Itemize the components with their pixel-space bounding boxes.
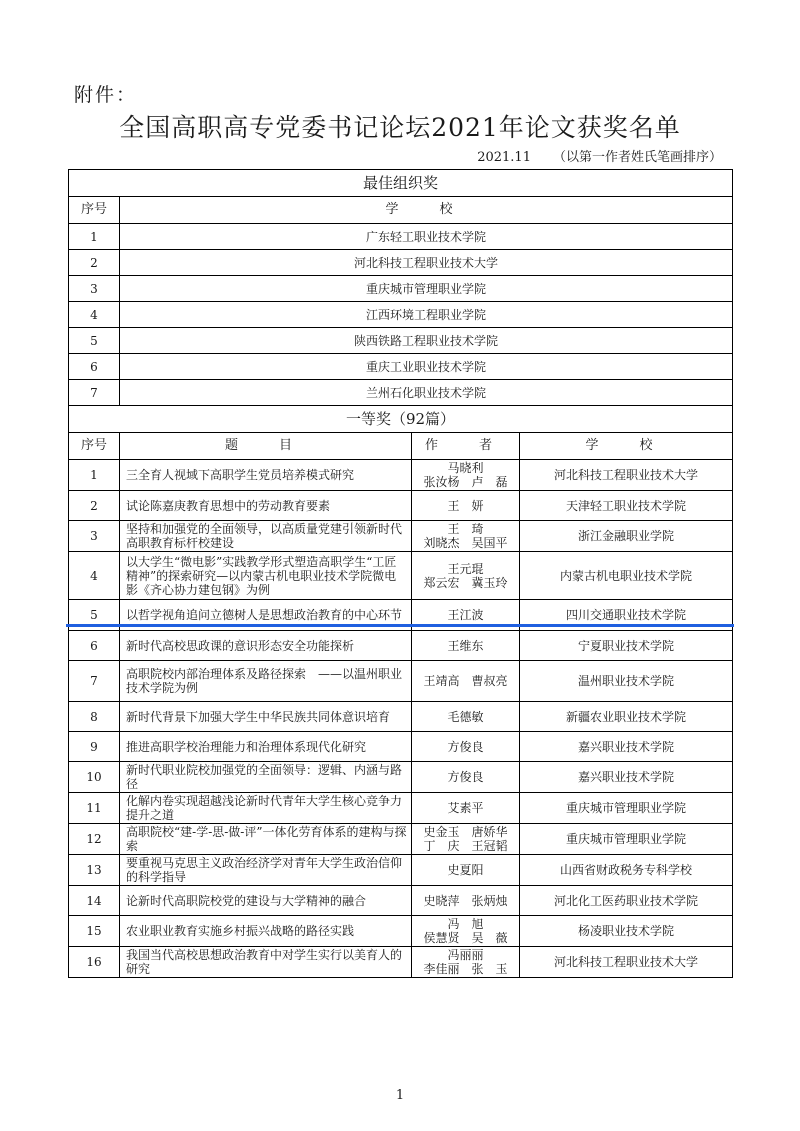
- author-line: 王江波: [447, 608, 484, 622]
- row-no: 6: [69, 354, 120, 380]
- table-row: [69, 916, 733, 947]
- best-org-row: [69, 302, 733, 328]
- row-school: 重庆城市管理职业学院: [120, 276, 733, 302]
- row-no: 11: [69, 793, 120, 824]
- row-school: 温州职业技术学院: [520, 661, 733, 702]
- author-line: 丁 庆 王冠韬: [423, 839, 508, 853]
- table-row: [69, 631, 733, 661]
- document-title: 全国高职高专党委书记论坛2021年论文获奖名单: [119, 113, 681, 142]
- row-topic: 我国当代高校思想政治教育中对学生实行以美育人的研究: [120, 947, 412, 978]
- row-no: 10: [69, 762, 120, 793]
- row-school: 嘉兴职业技术学院: [520, 762, 733, 793]
- row-author: [412, 521, 520, 552]
- table-row: [69, 793, 733, 824]
- first-prize-column-header: [69, 433, 733, 460]
- row-author: [412, 732, 520, 762]
- table-row: [69, 732, 733, 762]
- author-line: 王元琨: [447, 561, 484, 576]
- table-row: [69, 521, 733, 552]
- author-line: 马晓利: [447, 461, 484, 475]
- table-row: [69, 460, 733, 491]
- row-no: 4: [69, 552, 120, 600]
- author-line: 侯慧贤 吴 薇: [423, 931, 508, 945]
- author-line: 郑云宏 冀玉玲: [423, 575, 508, 590]
- row-no: 2: [69, 250, 120, 276]
- row-school: 天津轻工职业技术学院: [520, 491, 733, 521]
- row-topic: 试论陈嘉庚教育思想中的劳动教育要素: [120, 491, 412, 521]
- sort-note: （以第一作者姓氏笔画排序）: [552, 150, 722, 165]
- author-line: 冯 旭: [447, 917, 484, 931]
- author-line: 刘晓杰 吴国平: [423, 536, 508, 550]
- best-org-column-header: [69, 197, 733, 224]
- row-school: 河北科技工程职业技术大学: [120, 250, 733, 276]
- col-author: 作 者: [412, 433, 520, 460]
- row-no: 4: [69, 302, 120, 328]
- row-author: [412, 886, 520, 916]
- row-no: 12: [69, 824, 120, 855]
- row-no: 5: [69, 328, 120, 354]
- author-line: 方俊良: [447, 770, 484, 784]
- row-no: 8: [69, 702, 120, 732]
- row-no: 9: [69, 732, 120, 762]
- row-author: [412, 793, 520, 824]
- author-line: 王 妍: [447, 498, 484, 513]
- row-author: [412, 552, 520, 600]
- row-no: 13: [69, 855, 120, 886]
- award-table: [68, 169, 733, 978]
- row-topic: 三全育人视域下高职学生党员培养模式研究: [120, 460, 412, 491]
- selection-line: [66, 624, 734, 627]
- table-row: [69, 824, 733, 855]
- row-school: 重庆城市管理职业学院: [520, 793, 733, 824]
- row-topic: 以哲学视角追问立德树人是思想政治教育的中心环节: [120, 600, 412, 631]
- row-author: [412, 702, 520, 732]
- author-line: 方俊良: [447, 739, 484, 754]
- row-topic: 新时代背景下加强大学生中华民族共同体意识培育: [120, 702, 412, 732]
- best-org-row: [69, 380, 733, 406]
- attachment-label: 附件：: [74, 84, 138, 106]
- author-line: 史晓萍 张炳烛: [423, 893, 508, 908]
- row-no: 2: [69, 491, 120, 521]
- best-org-row: [69, 276, 733, 302]
- table-row: [69, 661, 733, 702]
- table-row: [69, 947, 733, 978]
- row-no: 14: [69, 886, 120, 916]
- row-author: [412, 631, 520, 661]
- best-org-row: [69, 250, 733, 276]
- row-author: [412, 824, 520, 855]
- row-no: 5: [69, 600, 120, 631]
- author-line: 王 琦: [447, 522, 484, 536]
- row-school: 山西省财政税务专科学校: [520, 855, 733, 886]
- row-topic: 要重视马克思主义政治经济学对青年大学生政治信仰的科学指导: [120, 855, 412, 886]
- row-school: 四川交通职业技术学院: [520, 600, 733, 631]
- table-row: [69, 491, 733, 521]
- row-school: 兰州石化职业技术学院: [120, 380, 733, 406]
- row-author: [412, 460, 520, 491]
- author-line: 史夏阳: [447, 863, 484, 877]
- row-author: [412, 947, 520, 978]
- author-line: 张汝杨 卢 磊: [423, 475, 508, 489]
- row-school: 新疆农业职业技术学院: [520, 702, 733, 732]
- author-line: 冯丽丽: [447, 948, 484, 962]
- row-no: 7: [69, 380, 120, 406]
- table-row: [69, 762, 733, 793]
- author-line: 毛德敏: [447, 709, 484, 724]
- date-line: [477, 146, 722, 165]
- first-prize-title: 一等奖（92篇）: [69, 406, 733, 433]
- table-row: [69, 855, 733, 886]
- row-school: 河北科技工程职业技术大学: [520, 947, 733, 978]
- row-school: 宁夏职业技术学院: [520, 631, 733, 661]
- row-school: 江西环境工程职业学院: [120, 302, 733, 328]
- row-no: 15: [69, 916, 120, 947]
- best-org-section-header: [69, 170, 733, 197]
- best-org-row: [69, 224, 733, 250]
- row-school: 广东轻工职业技术学院: [120, 224, 733, 250]
- row-author: [412, 491, 520, 521]
- col-no: 序号: [69, 433, 120, 460]
- col-topic: 题 目: [120, 433, 412, 460]
- row-no: 1: [69, 224, 120, 250]
- row-no: 16: [69, 947, 120, 978]
- row-no: 3: [69, 276, 120, 302]
- row-author: [412, 661, 520, 702]
- row-topic: 推进高职学校治理能力和治理体系现代化研究: [120, 732, 412, 762]
- row-school: 重庆工业职业技术学院: [120, 354, 733, 380]
- page-number: 1: [395, 1088, 405, 1103]
- row-school: 浙江金融职业学院: [520, 521, 733, 552]
- row-topic: 高职院校“建-学-思-做-评”一体化劳育体系的建构与探索: [120, 824, 412, 855]
- row-author: [412, 916, 520, 947]
- best-org-row: [69, 328, 733, 354]
- row-topic: 高职院校内部治理体系及路径探索 ——以温州职业技术学院为例: [120, 661, 412, 702]
- col-school: 学 校: [520, 433, 733, 460]
- table-row: [69, 702, 733, 732]
- author-line: 史金玉 唐娇华: [423, 825, 508, 839]
- author-line: 艾素平: [447, 801, 484, 815]
- row-no: 3: [69, 521, 120, 552]
- author-line: 王维东: [447, 638, 484, 653]
- col-no: 序号: [69, 197, 120, 224]
- row-topic: 化解内卷实现超越浅论新时代青年大学生核心竞争力提升之道: [120, 793, 412, 824]
- table-row: [69, 886, 733, 916]
- table-row: [69, 552, 733, 600]
- row-school: 嘉兴职业技术学院: [520, 732, 733, 762]
- row-topic: 论新时代高职院校党的建设与大学精神的融合: [120, 886, 412, 916]
- row-topic: 以大学生“微电影”实践教学形式塑造高职学生“工匠精神”的探索研究—以内蒙古机电职业技术学院微电影《齐心协力建包钢》为例: [120, 552, 412, 600]
- col-school: 学 校: [120, 197, 733, 224]
- date: 2021.11: [477, 150, 531, 165]
- row-school: 杨凌职业技术学院: [520, 916, 733, 947]
- row-no: 6: [69, 631, 120, 661]
- first-prize-section-header: [69, 406, 733, 433]
- best-org-row: [69, 354, 733, 380]
- author-line: 李佳丽 张 玉: [423, 962, 508, 976]
- row-topic: 农业职业教育实施乡村振兴战略的路径实践: [120, 916, 412, 947]
- row-author: [412, 762, 520, 793]
- row-school: 重庆城市管理职业学院: [520, 824, 733, 855]
- row-topic: 新时代职业院校加强党的全面领导：逻辑、内涵与路径: [120, 762, 412, 793]
- row-topic: 新时代高校思政课的意识形态安全功能探析: [120, 631, 412, 661]
- row-no: 1: [69, 460, 120, 491]
- row-school: 河北科技工程职业技术大学: [520, 460, 733, 491]
- row-author: [412, 855, 520, 886]
- author-line: 王靖高 曹叔亮: [423, 674, 508, 688]
- row-school: 河北化工医药职业技术学院: [520, 886, 733, 916]
- best-org-title: 最佳组织奖: [69, 170, 733, 197]
- row-school: 内蒙古机电职业技术学院: [520, 552, 733, 600]
- row-school: 陕西铁路工程职业技术学院: [120, 328, 733, 354]
- row-no: 7: [69, 661, 120, 702]
- row-topic: 坚持和加强党的全面领导，以高质量党建引领新时代高职教育标杆校建设: [120, 521, 412, 552]
